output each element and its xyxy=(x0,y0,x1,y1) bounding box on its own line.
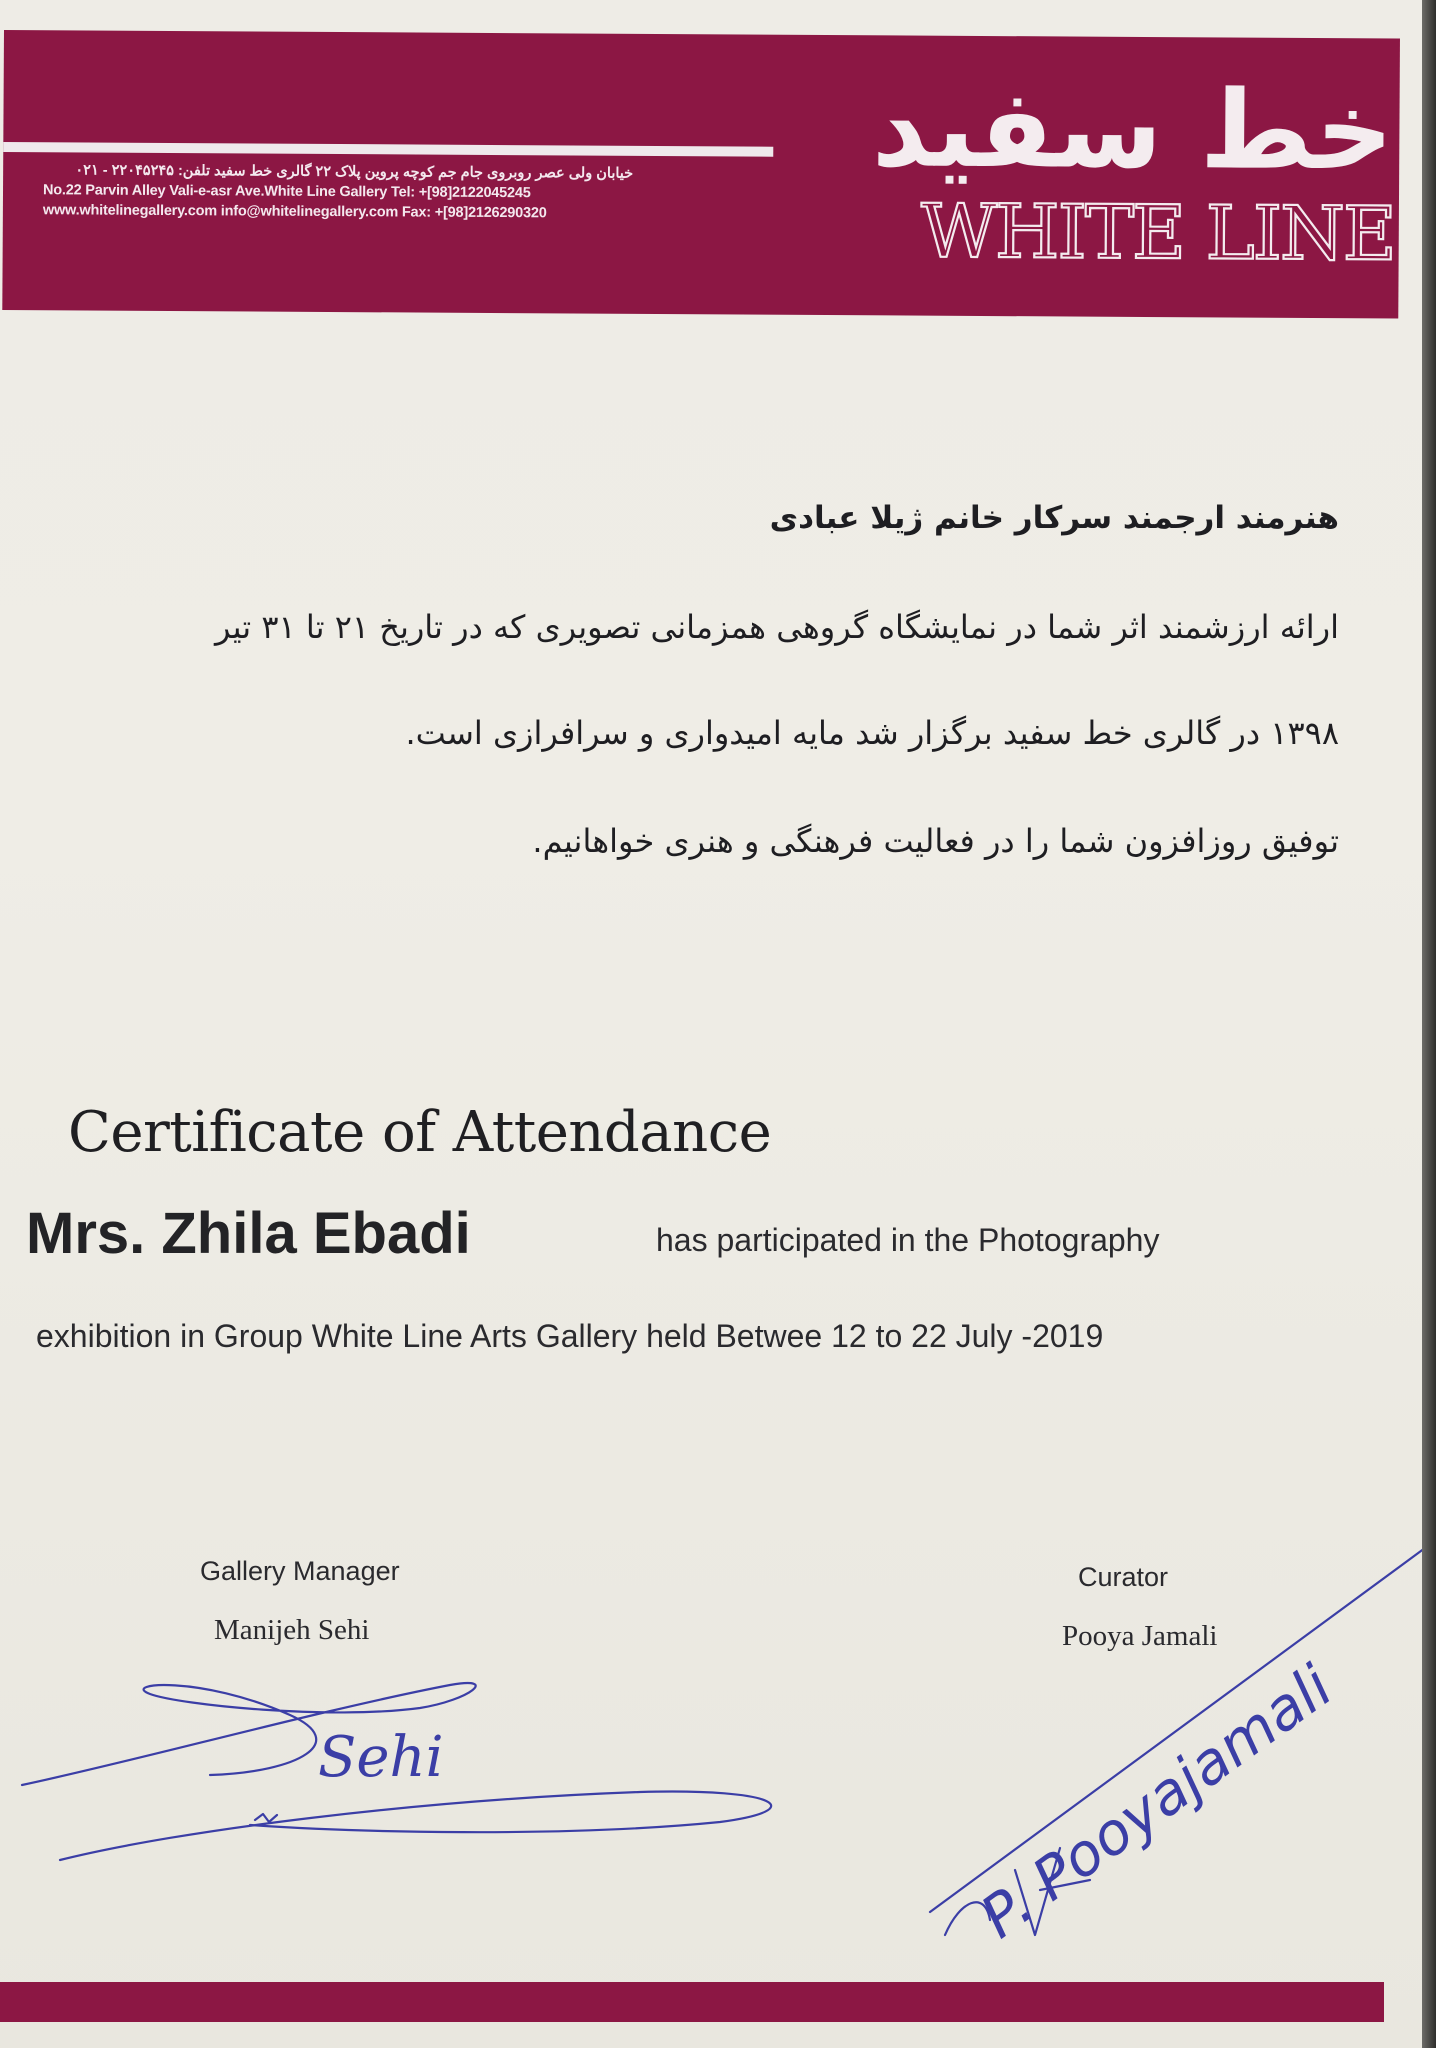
curator-signature-text: P. Pooyajamali xyxy=(968,1652,1345,1952)
logo-english: WHITE LINE xyxy=(920,188,1396,278)
gallery-manager-title: Gallery Manager xyxy=(200,1556,400,1586)
curator-title: Curator xyxy=(1078,1562,1169,1592)
certificate-text-line-2: exhibition in Group White Line Arts Gallery held Betwee 12 to 22 July -2019 xyxy=(36,1318,1104,1354)
certificate-text-line-1: has participated in the Photography xyxy=(656,1222,1160,1258)
gallery-manager-name: Manijeh Sehi xyxy=(214,1614,370,1646)
certificate-title: Certificate of Attendance xyxy=(68,1100,772,1165)
address-persian: خیابان ولی عصر روبروی جام جم کوچه پروین پلاک ۲۲ گالری خط سفید تلفن: ۲۲۰۴۵۲۴۵ - ۰۲۱ xyxy=(75,162,634,182)
manager-signature-text: Sehi xyxy=(318,1725,444,1790)
web-email-fax: www.whitelinegallery.com info@whitelinegallery.com Fax: +[98]2126290320 xyxy=(42,202,547,222)
persian-body-line-1: ارائه ارزشمند اثر شما در نمایشگاه گروهی همزمانی تصویری که در تاریخ ۲۱ تا ۳۱ تیر xyxy=(214,608,1339,646)
footer-band xyxy=(0,1982,1384,2022)
address-english: No.22 Parvin Alley Vali-e-asr Ave.White Line Gallery Tel: +[98]2122045245 xyxy=(42,182,531,202)
persian-body-line-3: توفیق روزافزون شما را در فعالیت فرهنگی و هنری خواهانیم. xyxy=(532,822,1339,860)
persian-body-line-2: ۱۳۹۸ در گالری خط سفید برگزار شد مایه امیدواری و سرافرازی است. xyxy=(405,714,1339,752)
logo-persian: خط سفید xyxy=(871,66,1394,195)
persian-greeting: هنرمند ارجمند سرکار خانم ژیلا عبادی xyxy=(769,500,1339,536)
curator-name: Pooya Jamali xyxy=(1062,1620,1218,1652)
paper-edge-shadow xyxy=(1422,0,1436,2048)
recipient-name: Mrs. Zhila Ebadi xyxy=(26,1201,471,1266)
